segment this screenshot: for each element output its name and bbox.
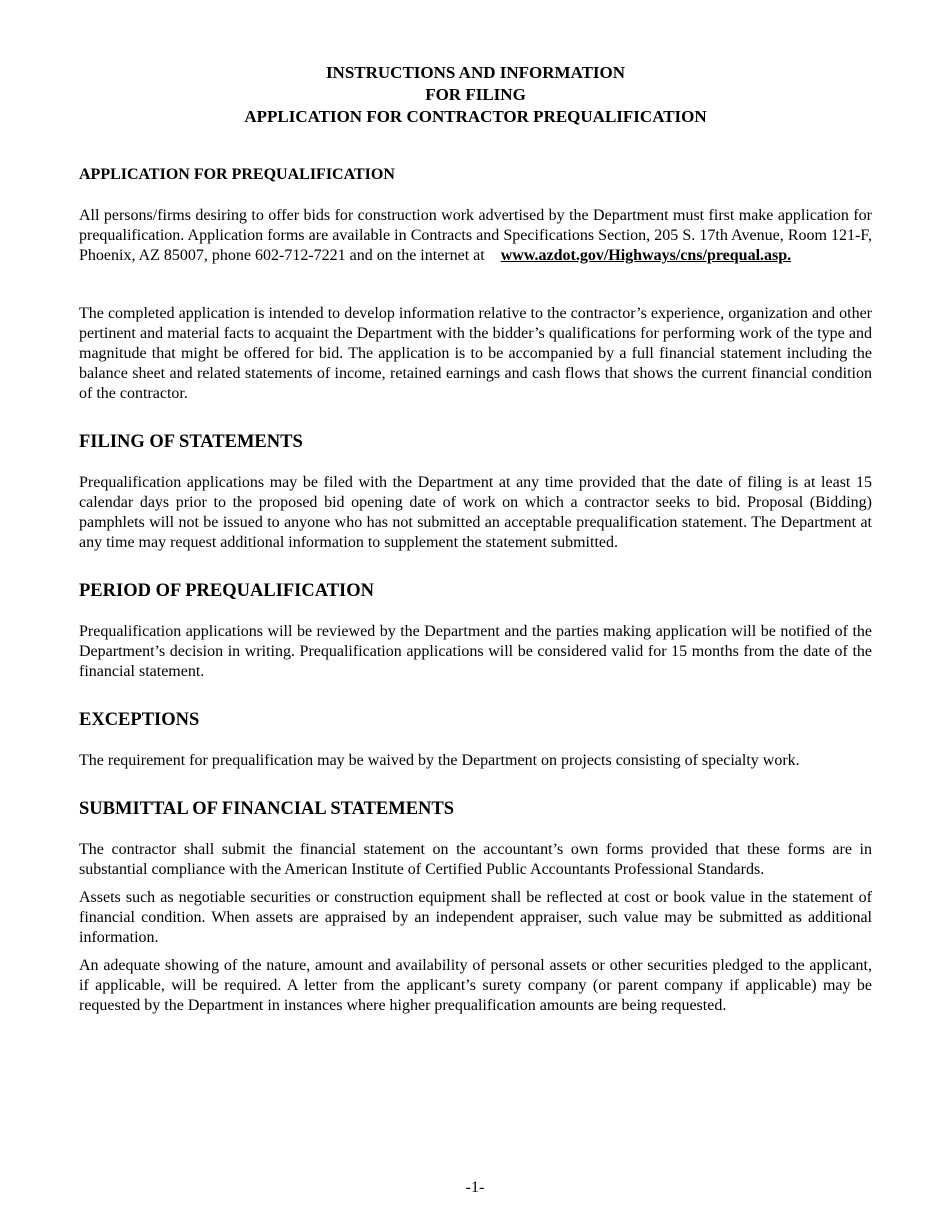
submittal-paragraph-1: The contractor shall submit the financial statement on the accountant’s own forms provided that these forms are in substantial compliance with the American Institute of Certified Public Accountants Professional Standards. [79, 841, 872, 878]
submittal-paragraph-3: An adequate showing of the nature, amount and availability of personal assets or other securities pledged to the applicant, if applicable, will be required. A letter from the applicant’s surety company (or parent company if applicable) may be requested by the Department in instances where higher prequalification amounts are being requested. [79, 957, 872, 1014]
title-line-3: APPLICATION FOR CONTRACTOR PREQUALIFICATION [244, 107, 707, 126]
application-heading: APPLICATION FOR PREQUALIFICATION [79, 166, 395, 183]
document-page [79, 62, 872, 1016]
title-line-1: INSTRUCTIONS AND INFORMATION [325, 63, 626, 82]
page-number: -1- [465, 1179, 485, 1196]
submittal-heading: SUBMITTAL OF FINANCIAL STATEMENTS [79, 799, 455, 819]
document-title [79, 62, 872, 128]
filing-paragraph: Prequalification applications may be filed with the Department at any time provided that the date of filing is at least 15 calendar days prior to the proposed bid opening date of work on which a contractor seeks to bid. Proposal (Bidding) pamphlets will not be issued to anyone who has not submitted an acceptable prequalification statement. The Department at any time may request additional information to supplement the statement submitted. [79, 474, 872, 551]
exceptions-heading: EXCEPTIONS [79, 710, 200, 730]
period-heading: PERIOD OF PREQUALIFICATION [79, 581, 374, 601]
prequal-website-link[interactable]: www.azdot.gov/Highways/cns/prequal.asp. [500, 247, 792, 264]
period-paragraph: Prequalification applications will be reviewed by the Department and the parties making application will be notified of the Department’s decision in writing. Prequalification applications will be considered valid for 15 months from the date of the financial statement. [79, 623, 872, 680]
title-line-2: FOR FILING [425, 85, 526, 104]
exceptions-paragraph: The requirement for prequalification may be waived by the Department on projects consisting of specialty work. [79, 752, 800, 769]
filing-heading: FILING OF STATEMENTS [79, 432, 303, 452]
application-paragraph-2: The completed application is intended to develop information relative to the contractor’s experience, organization and other pertinent and material facts to acquaint the Department with the bidder’s qualifications for performing work of the type and magnitude that might be offered for bid. The application is to be accompanied by a full financial statement including the balance sheet and related statements of income, retained earnings and cash flows that shows the current financial condition of the contractor. [79, 305, 872, 402]
application-paragraph-1 [79, 206, 872, 266]
application-paragraph-1-text: All persons/firms desiring to offer bids for construction work advertised by the Department must first make application for prequalification. Application forms are available in Contracts and Specifications Section, 205 S. 17th Avenue, Room 121-F, Phoenix, AZ 85007, phone 602-712-7221 and on the internet at [79, 207, 872, 264]
submittal-paragraph-2: Assets such as negotiable securities or construction equipment shall be reflected at cost or book value in the statement of financial condition. When assets are appraised by an independent appraiser, such value may be submitted as additional information. [79, 889, 872, 946]
